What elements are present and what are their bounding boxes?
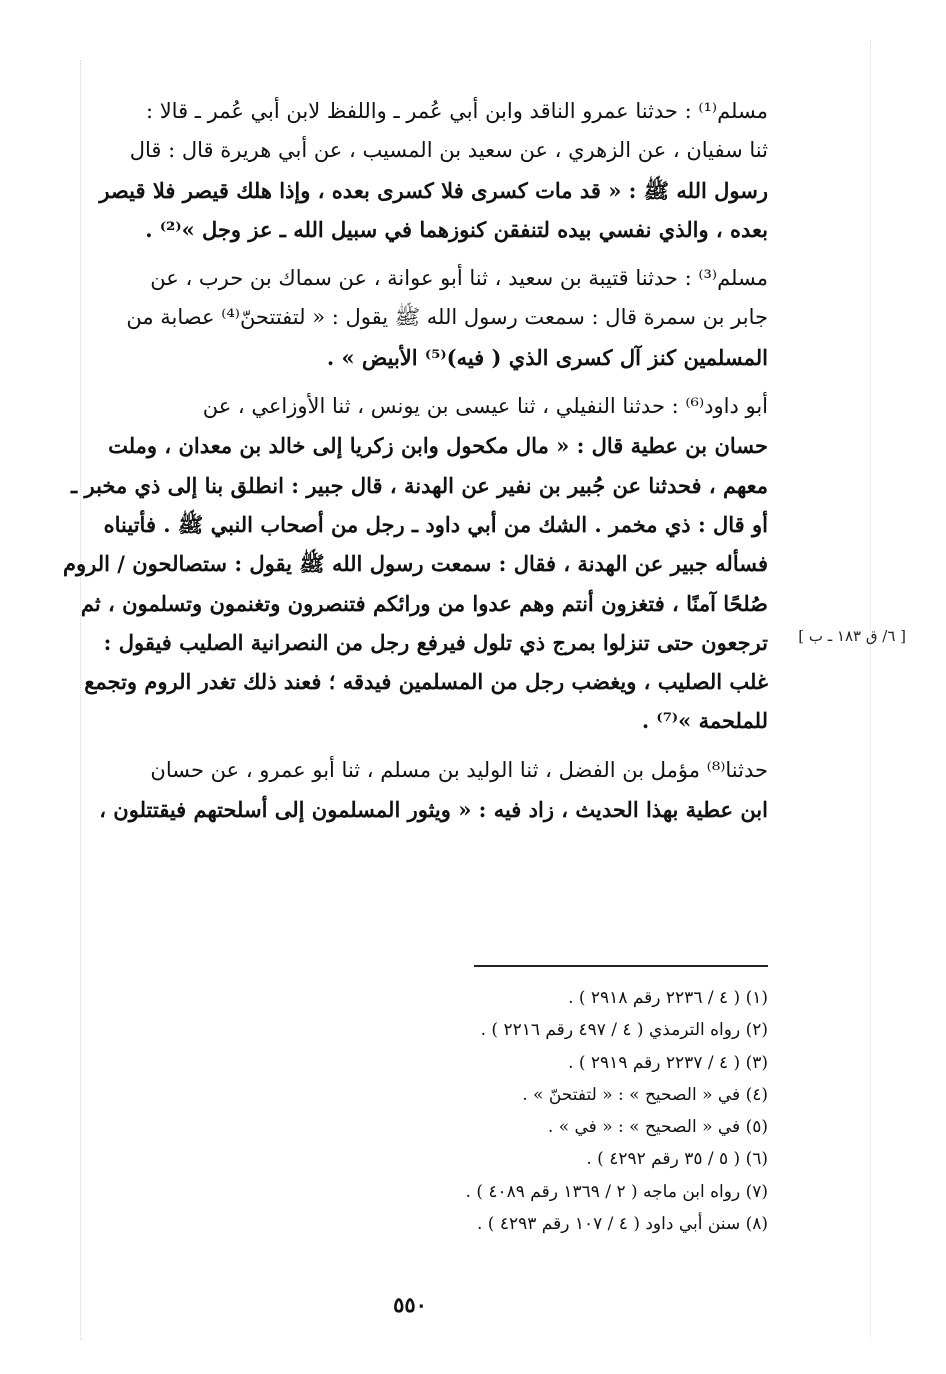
- text-line: للملحمة »⁽⁷⁾ .: [641, 708, 768, 734]
- paragraph-muslim-1: [38, 92, 768, 249]
- paragraph-muslim-2: [38, 259, 768, 377]
- text-line: رسول الله ﷺ : « قد مات كسرى فلا كسرى بعده ، وإذا هلك قيصر فلا قيصر: [99, 177, 768, 203]
- text-line: صُلحًا آمنًا ، فتغزون أنتم وهم عدوا من ورائكم فتنصرون وتغنمون وتسلمون ، ثم: [80, 590, 768, 616]
- text-line: ترجعون حتى تنزلوا بمرج ذي تلول فيرفع رجل من النصرانية الصليب فيقول :: [103, 629, 768, 655]
- text-line: حدثنا⁽⁸⁾ مؤمل بن الفضل ، ثنا الوليد بن مسلم ، ثنا أبو عمرو ، عن حسان: [150, 757, 768, 782]
- footnote-3: (٣) ( ٤ / ٢٢٣٧ رقم ٢٩١٩ ) .: [568, 1052, 768, 1073]
- text-line: معهم ، فحدثنا عن جُبير بن نفير عن الهدنة ، قال جبير : انطلق بنا إلى ذي مخبر ـ: [71, 472, 768, 498]
- paragraph-haddathana: [38, 751, 768, 830]
- footnote-2: (٢) رواه الترمذي ( ٤ / ٤٩٧ رقم ٢٢١٦ ) .: [480, 1020, 768, 1041]
- footnote-1: (١) ( ٤ / ٢٢٣٦ رقم ٢٩١٨ ) .: [568, 988, 768, 1008]
- text-line: غلب الصليب ، ويغضب رجل من المسلمين فيدقه ؛ فعند ذلك تغدر الروم وتجمع: [84, 669, 768, 695]
- manuscript-folio-note: [ ٦/ ق ١٨٣ ـ ب ]: [798, 627, 906, 645]
- footnote-4: (٤) في « الصحيح » : « لتفتحنّ » .: [522, 1084, 768, 1105]
- text-line: ثنا سفيان ، عن الزهري ، عن سعيد بن المسيب ، عن أبي هريرة قال : قال: [129, 138, 768, 163]
- footnotes: [200, 982, 768, 1240]
- text-line: جابر بن سمرة قال : سمعت رسول الله ﷺ يقول : « لتفتتحنّ⁽⁴⁾ عصابة من: [126, 305, 768, 330]
- text-line: أو قال : ذي مخمر . الشك من أبي داود ـ رجل من أصحاب النبي ﷺ . فأتيناه: [103, 511, 768, 537]
- text-line: أبو داود⁽⁶⁾ : حدثنا النفيلي ، ثنا عيسى بن يونس ، ثنا الأوزاعي ، عن: [202, 394, 768, 419]
- paragraph-abu-dawud: [38, 387, 768, 741]
- page-number: ٥٥٠: [393, 1292, 427, 1317]
- text-line: المسلمين كنز آل كسرى الذي ( فيه)⁽⁵⁾ الأبيض » .: [326, 344, 768, 370]
- text-line: حسان بن عطية قال : « مال مكحول وابن زكريا إلى خالد بن معدان ، وملت: [108, 433, 768, 459]
- text-line: ابن عطية بهذا الحديث ، زاد فيه : « ويثور المسلمون إلى أسلحتهم فيقتتلون ،: [99, 797, 768, 823]
- footnote-6: (٦) ( ٥ / ٣٥ رقم ٤٢٩٢ ) .: [586, 1149, 768, 1170]
- footnote-5: (٥) في « الصحيح » : « في » .: [547, 1117, 768, 1138]
- text-line: فسأله جبير عن الهدنة ، فقال : سمعت رسول الله ﷺ يقول : ستصالحون / الروم: [62, 551, 768, 577]
- scan-guide-line: [870, 40, 872, 1340]
- footnote-separator: [474, 965, 768, 967]
- footnote-7: (٧) رواه ابن ماجه ( ٢ / ١٣٦٩ رقم ٤٠٨٩ ) .: [465, 1181, 768, 1202]
- footnote-8: (٨) سنن أبي داود ( ٤ / ١٠٧ رقم ٤٢٩٣ ) .: [476, 1214, 768, 1235]
- text-line: بعده ، والذي نفسي بيده لتنفقن كنوزهما في سبيل الله ـ عز وجل »⁽²⁾ .: [145, 216, 768, 242]
- text-line: مسلم⁽³⁾ : حدثنا قتيبة بن سعيد ، ثنا أبو عوانة ، عن سماك بن حرب ، عن: [150, 266, 768, 291]
- text-line: مسلم⁽¹⁾ : حدثنا عمرو الناقد وابن أبي عُمر ـ واللفظ لابن أبي عُمر ـ قالا :: [145, 99, 768, 123]
- main-text: [38, 92, 768, 839]
